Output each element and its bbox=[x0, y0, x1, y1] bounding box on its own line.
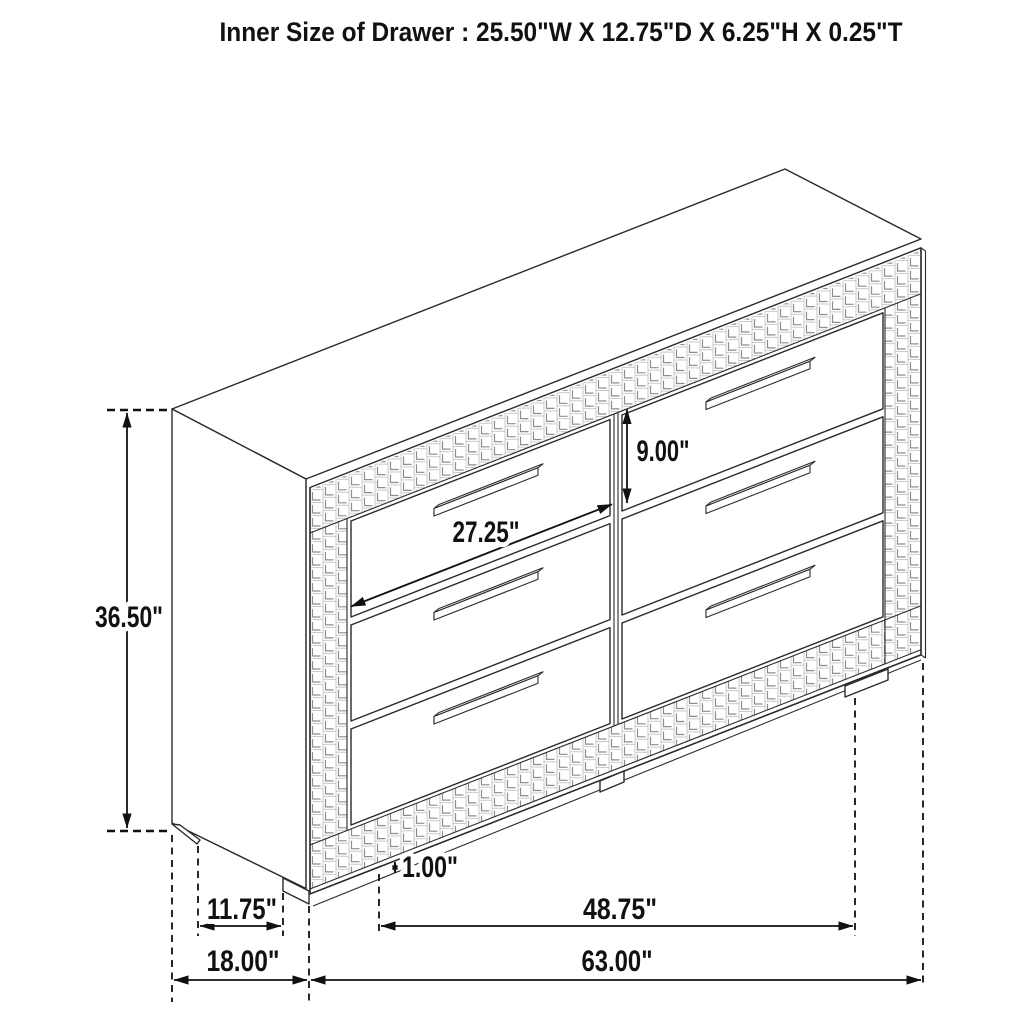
dimension-label-base-clearance: 1.00" bbox=[402, 851, 458, 884]
dresser-left-side-panel bbox=[172, 409, 306, 889]
diagram-title: Inner Size of Drawer : 25.50"W X 12.75"D X 6.25"H X 0.25"T bbox=[219, 17, 903, 47]
dimension-label-front-leg-spacing: 48.75" bbox=[583, 893, 657, 926]
dimension-label-drawer-opening-width: 27.25" bbox=[452, 516, 520, 549]
dimension-base-clearance bbox=[395, 851, 458, 884]
dimension-label-side-leg-spacing: 11.75" bbox=[207, 893, 277, 926]
dimension-label-drawer-front-height: 9.00" bbox=[636, 435, 690, 468]
dimension-label-overall-depth: 18.00" bbox=[206, 945, 280, 978]
right-edge-bottom-join bbox=[921, 655, 926, 658]
dimension-label-overall-height: 36.50" bbox=[95, 601, 163, 634]
dimension-overall-height bbox=[95, 410, 169, 831]
dresser-drawing bbox=[172, 169, 926, 906]
dimension-label-overall-width: 63.00" bbox=[581, 945, 653, 978]
